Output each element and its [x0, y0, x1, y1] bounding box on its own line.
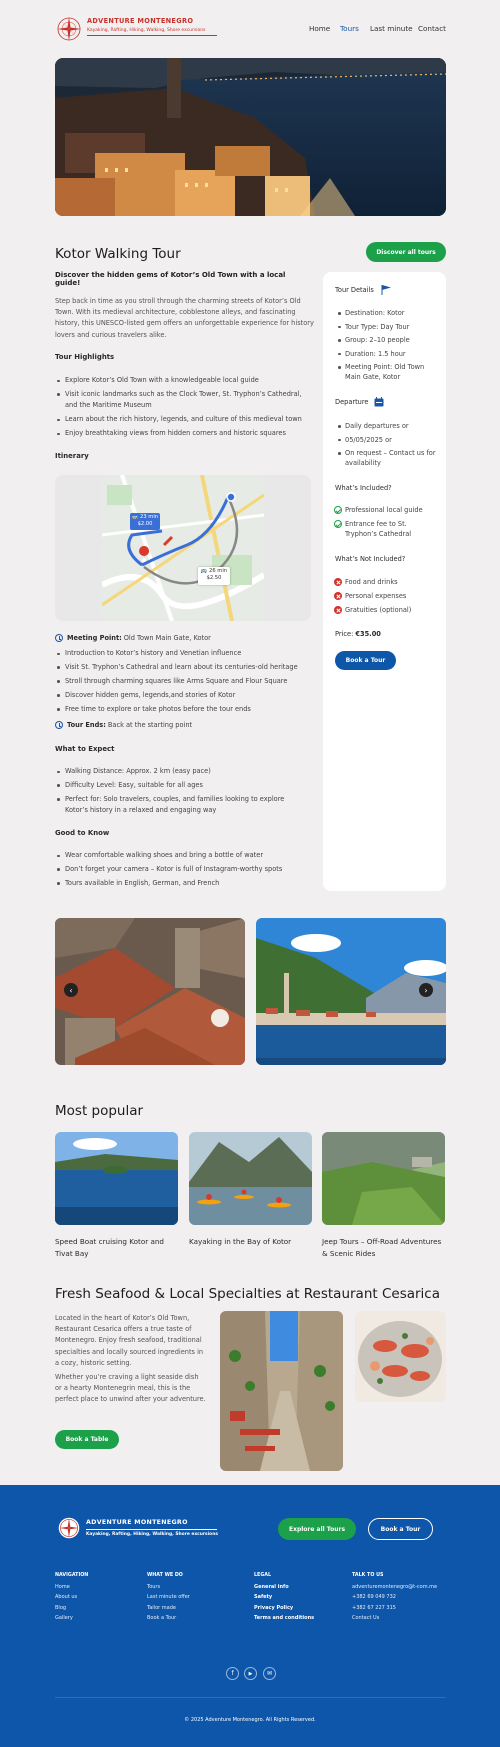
- x-circle-icon: [334, 578, 342, 586]
- seafood-platter-image: [355, 1311, 446, 1402]
- list-item: Perfect for: Solo travelers, couples, and families looking to explore Kotor’s history in a relaxed and engaging way: [56, 794, 296, 817]
- chevron-left-icon: ‹: [69, 985, 73, 995]
- tour-details-heading: [335, 285, 392, 295]
- list-item: Destination: Kotor: [337, 308, 441, 318]
- footer-col-talk-to-us-title: TALK TO US: [352, 1573, 384, 1578]
- list-item: Explore Kotor’s Old Town with a knowledgeable local guide: [56, 375, 314, 386]
- departure-title: Departure: [335, 398, 369, 406]
- most-popular-heading: Most popular: [55, 1103, 144, 1119]
- bus-icon: 🚌: [200, 568, 208, 574]
- discover-all-tours-button[interactable]: Discover all tours: [366, 242, 446, 262]
- footer-link-about[interactable]: About us: [55, 1594, 78, 1600]
- not-included-item: [334, 577, 444, 587]
- flag-icon: [380, 285, 392, 295]
- list-item: Free time to explore or take photos before the tour ends: [56, 704, 318, 715]
- not-included-item-label: Personal expenses: [345, 592, 407, 600]
- gallery-image-perast: [256, 918, 446, 1065]
- tour-details-list: [337, 308, 441, 386]
- price-value: €35.00: [355, 630, 381, 638]
- route-1-price: $2.00: [137, 521, 153, 527]
- list-item: Stroll through charming squares like Arms Square and Flour Square: [56, 676, 318, 687]
- footer-brand-name: ADVENTURE MONTENEGRO: [86, 1519, 188, 1526]
- intro-paragraph: Step back in time as you stroll through the charming streets of Kotor’s Old Town. With its medieval architecture, cobblestone alleys, and fascinating history, this UNESCO-listed gem offers an unforgettable experience for history lovers and curious travelers alike.: [55, 297, 314, 339]
- bus-icon: 🚌: [131, 514, 139, 520]
- copyright-text: © 2025 Adventure Montenegro. All Rights Reserved.: [184, 1717, 316, 1723]
- explore-all-tours-button[interactable]: Explore all Tours: [278, 1518, 356, 1540]
- list-item: 05/05/2025 or: [337, 435, 441, 445]
- route-2-label[interactable]: [198, 567, 230, 585]
- ends-label: Tour Ends:: [67, 721, 106, 729]
- not-included-item: [334, 605, 444, 615]
- footer-link-blog[interactable]: Blog: [55, 1605, 67, 1611]
- x-circle-icon: [334, 592, 342, 600]
- book-tour-button[interactable]: Book a Tour: [335, 651, 396, 670]
- expect-heading: What to Expect: [55, 745, 115, 753]
- ends-value: Back at the starting point: [107, 721, 193, 729]
- footer-brand-underline: [86, 1529, 217, 1530]
- price-label: Price:: [335, 630, 354, 638]
- footer-link-general-info[interactable]: General info: [254, 1584, 289, 1590]
- restaurant-street-image: [220, 1311, 343, 1471]
- list-item: On request – Contact us for availability: [337, 448, 441, 468]
- clock-icon: [55, 634, 63, 642]
- list-item: Visit iconic landmarks such as the Clock Tower, St. Tryphon’s Cathedral, and the Maritime Museum: [56, 389, 314, 412]
- hero-kotor-night-image: [55, 58, 446, 216]
- list-item: Visit St. Tryphon’s Cathedral and learn about its centuries-old heritage: [56, 662, 318, 673]
- restaurant-heading: Fresh Seafood & Local Specialties at Restaurant Cesarica: [55, 1286, 441, 1302]
- itinerary-heading: Itinerary: [55, 452, 89, 460]
- calendar-icon: [374, 397, 384, 407]
- restaurant-paragraph-1: Located in the heart of Kotor’s Old Town, Restaurant Cesarica offers a true taste of Montenegro. Enjoy fresh seafood, traditional specialties and locally sourced ingredients in a cozy, historic setting.: [55, 1314, 204, 1367]
- route-1-label[interactable]: [130, 513, 160, 530]
- good-to-know-heading: Good to Know: [55, 829, 110, 837]
- highlights-heading: Tour Highlights: [55, 353, 115, 361]
- footer-link-contact[interactable]: Contact Us: [352, 1615, 380, 1621]
- footer-col-navigation-title: NAVIGATION: [55, 1573, 89, 1578]
- nav-home[interactable]: Home: [309, 24, 331, 33]
- chevron-right-icon: ›: [424, 985, 428, 995]
- footer-col-what-we-do-title: WHAT WE DO: [147, 1573, 183, 1578]
- nav-last-minute[interactable]: Last minute: [370, 24, 413, 33]
- list-item: Wear comfortable walking shoes and bring a bottle of water: [56, 850, 318, 861]
- footer-link-gallery[interactable]: Gallery: [55, 1615, 73, 1621]
- check-circle-icon: [334, 506, 342, 514]
- list-item: Discover hidden gems, legends,and stories of Kotor: [56, 690, 318, 701]
- meeting-value: Old Town Main Gate, Kotor: [123, 634, 211, 642]
- footer-link-home[interactable]: Home: [55, 1584, 70, 1590]
- email-icon[interactable]: ✉: [263, 1667, 276, 1680]
- list-item: Introduction to Kotor’s history and Venetian influence: [56, 648, 318, 659]
- not-included-item: [334, 591, 444, 601]
- card-image-jeep-tours[interactable]: [322, 1132, 445, 1225]
- footer-link-privacy[interactable]: Privacy Policy: [254, 1605, 294, 1611]
- list-item: Walking Distance: Approx. 2 km (easy pace): [56, 766, 296, 777]
- clock-icon: [55, 721, 63, 729]
- expect-list: [56, 766, 296, 819]
- route-1-time: 23 min: [140, 514, 159, 520]
- compass-logo-icon[interactable]: [55, 15, 83, 43]
- meeting-label: Meeting Point:: [67, 634, 122, 642]
- check-circle-icon: [334, 520, 342, 528]
- book-table-button[interactable]: Book a Table: [55, 1430, 119, 1449]
- list-item: Duration: 1.5 hour: [337, 349, 441, 359]
- facebook-icon[interactable]: f: [226, 1667, 239, 1680]
- footer-link-safety[interactable]: Safety: [254, 1594, 273, 1600]
- departure-heading: [335, 397, 384, 407]
- list-item: Learn about the rich history, legends, and culture of this medieval town: [56, 414, 314, 425]
- lead-text: Discover the hidden gems of Kotor’s Old Town with a local guide!: [55, 271, 286, 287]
- included-item: [334, 505, 444, 515]
- good-to-know-list: [56, 850, 318, 892]
- footer-book-tour-button[interactable]: Book a Tour: [368, 1518, 433, 1540]
- departure-list: [337, 421, 441, 472]
- footer-link-email[interactable]: adventuremontenegro@t-com.me: [352, 1584, 438, 1590]
- list-item: Daily departures or: [337, 421, 441, 431]
- included-item: [334, 519, 444, 539]
- included-heading: What’s Included?: [335, 484, 392, 492]
- card-title-speed-boat[interactable]: Speed Boat cruising Kotor and Tivat Bay: [55, 1237, 164, 1258]
- card-title-kayaking[interactable]: Kayaking in the Bay of Kotor: [189, 1237, 292, 1246]
- tour-ends-row: [55, 721, 192, 729]
- nav-contact[interactable]: Contact: [418, 24, 446, 33]
- card-image-speed-boat[interactable]: [55, 1132, 178, 1225]
- not-included-heading: What’s Not Included?: [335, 555, 406, 563]
- nav-tours[interactable]: Tours: [340, 24, 359, 33]
- card-image-kayaking[interactable]: [189, 1132, 312, 1225]
- youtube-icon[interactable]: ▶: [244, 1667, 257, 1680]
- not-included-item-label: Gratuities (optional): [345, 606, 412, 614]
- list-item: Meeting Point: Old Town Main Gate, Kotor: [337, 362, 441, 382]
- brand-tagline: Kayaking, Rafting, Hiking, Walking, Shore excursions: [87, 28, 206, 33]
- list-item: Difficulty Level: Easy, suitable for all ages: [56, 780, 296, 791]
- included-item-label: Entrance fee to St. Tryphon’s Cathedral: [345, 520, 412, 538]
- brand-name: ADVENTURE MONTENEGRO: [87, 17, 194, 25]
- list-item: Tour Type: Day Tour: [337, 322, 441, 332]
- list-item: Group: 2–10 people: [337, 335, 441, 345]
- footer-link-book-tour[interactable]: Book a Tour: [147, 1615, 177, 1621]
- footer-brand-tagline: Kayaking, Rafting, Hiking, Walking, Shore excursions: [86, 1532, 218, 1537]
- gallery-image-rooftops: [55, 918, 245, 1065]
- footer-divider: [55, 1697, 446, 1698]
- page-title: Kotor Walking Tour: [55, 246, 181, 262]
- restaurant-paragraph-2: Whether you’re craving a light seaside dish or a hearty Montenegrin meal, this is the perfect place to unwind after your adventure.: [55, 1373, 206, 1404]
- brand-underline: [87, 35, 217, 36]
- not-included-item-label: Food and drinks: [345, 578, 398, 586]
- tour-details-title: Tour Details: [335, 286, 374, 294]
- footer-link-terms[interactable]: Terms and conditions: [254, 1615, 315, 1621]
- list-item: Enjoy breathtaking views from hidden corners and historic squares: [56, 428, 314, 439]
- gallery-next-button[interactable]: [419, 983, 433, 997]
- list-item: Tours available in English, German, and French: [56, 878, 318, 889]
- card-title-jeep-tours[interactable]: Jeep Tours – Off-Road Adventures & Scenic Rides: [322, 1237, 442, 1258]
- footer-link-tours[interactable]: Tours: [147, 1584, 161, 1590]
- footer-link-last-minute[interactable]: Last minute offer: [147, 1594, 190, 1600]
- footer-link-tailor-made[interactable]: Tailor made: [147, 1605, 176, 1611]
- compass-logo-icon[interactable]: [57, 1516, 81, 1540]
- footer-link-phone-2[interactable]: +382 67 227 315: [352, 1605, 396, 1611]
- route-2-price: $2.50: [206, 575, 222, 581]
- highlights-list: [56, 375, 314, 442]
- footer-col-legal-title: LEGAL: [254, 1573, 272, 1578]
- itinerary-list: [56, 648, 318, 718]
- included-item-label: Professional local guide: [345, 506, 423, 514]
- gallery-prev-button[interactable]: [64, 983, 78, 997]
- route-map[interactable]: [102, 475, 264, 621]
- list-item: Don’t forget your camera – Kotor is full of Instagram-worthy spots: [56, 864, 318, 875]
- footer-link-phone-1[interactable]: +382 69 049 732: [352, 1594, 396, 1600]
- price-row: [335, 630, 381, 638]
- meeting-point-row: [55, 634, 211, 642]
- route-2-time: 26 min: [209, 568, 228, 574]
- x-circle-icon: [334, 606, 342, 614]
